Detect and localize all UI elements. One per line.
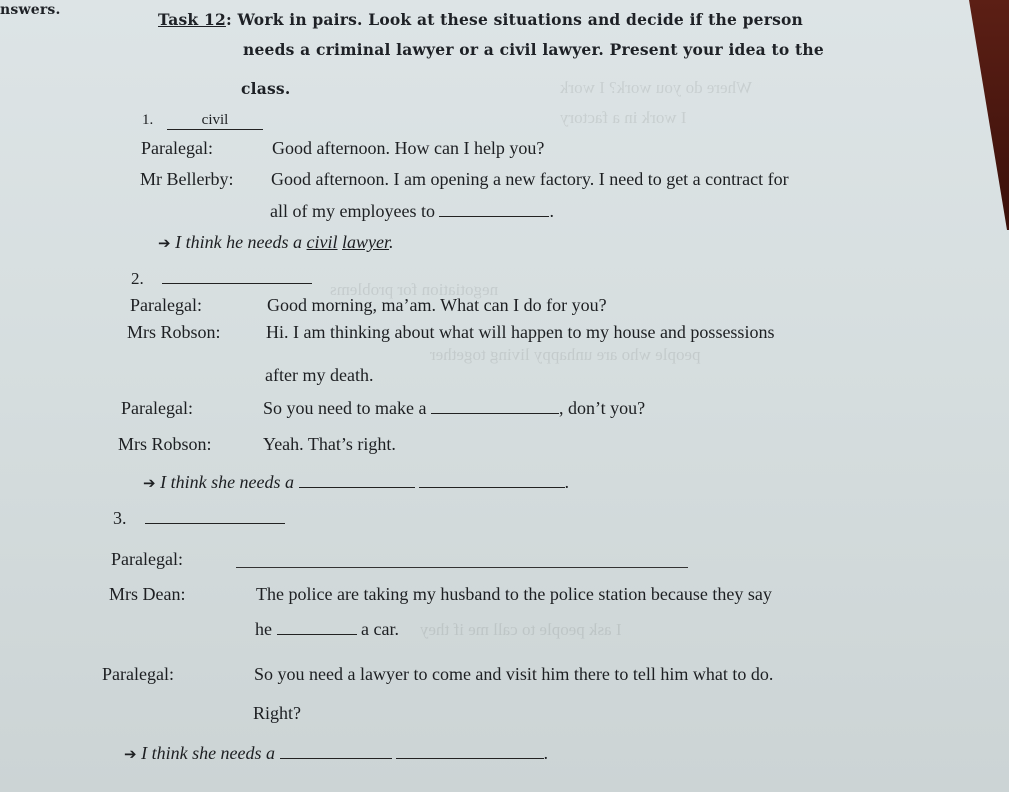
task-instruction-line-3: class. [241, 79, 291, 98]
item-3-line: The police are taking my husband to the police station because they say [256, 584, 772, 604]
item-3-conclusion-blank-2[interactable] [396, 744, 544, 759]
item-1-header: 1. civil [142, 112, 263, 130]
show-through-text: Where do you work? I work [560, 78, 753, 97]
item-2-line: So you need to make a , don’t you? [263, 398, 646, 418]
item-2-blank[interactable] [431, 399, 559, 414]
item-2-line: after my death. [265, 365, 374, 385]
background-wood-edge [969, 0, 1009, 230]
item-3-line: he a car. [255, 619, 399, 639]
item-2-speaker: Paralegal: [130, 295, 202, 315]
item-2-conclusion-blank-1[interactable] [299, 473, 415, 488]
corner-fragment-text: nswers. [0, 2, 61, 18]
task-instruction-line-2: needs a criminal lawyer or a civil lawyer. Present your idea to the [243, 40, 824, 59]
item-3-line: So you need a lawyer to come and visit him there to tell him what to do. [254, 664, 774, 684]
show-through-text: I work in a factory [560, 108, 687, 127]
item-1-answer-field[interactable]: civil [167, 112, 263, 130]
task-label: Task 12 [158, 10, 226, 29]
item-2-answer-field[interactable] [162, 271, 312, 284]
item-3-speaker: Paralegal: [102, 664, 174, 684]
item-3-line: Right? [253, 703, 301, 723]
item-2-line: Good morning, ma’am. What can I do for you? [267, 295, 607, 315]
show-through-text: people who are unhappy living together [430, 345, 701, 364]
item-1-line: Good afternoon. I am opening a new factory. I need to get a contract for [271, 169, 789, 189]
item-1-conclusion: ➔ I think he needs a civil lawyer. [158, 232, 394, 252]
item-1-line: all of my employees to . [270, 201, 554, 221]
item-3-speaker: Mrs Dean: [109, 584, 186, 604]
item-3-header: 3. [113, 508, 285, 529]
item-3-speaker: Paralegal: [111, 549, 183, 569]
item-3-paralegal-blank[interactable] [236, 553, 688, 568]
item-2-speaker: Mrs Robson: [127, 322, 221, 342]
arrow-right-icon: ➔ [143, 474, 156, 492]
arrow-right-icon: ➔ [158, 234, 171, 252]
item-1-speaker: Paralegal: [141, 138, 213, 158]
show-through-text: negotiation for problems [330, 280, 499, 299]
item-1-blank[interactable] [439, 202, 549, 217]
task-instruction-line-1: Task 12: Work in pairs. Look at these situations and decide if the person [158, 10, 804, 29]
item-3-conclusion: ➔ I think she needs a . [124, 743, 549, 763]
item-3-answer-field[interactable] [145, 511, 285, 524]
item-2-line: Yeah. That’s right. [263, 434, 396, 454]
item-2-speaker: Mrs Robson: [118, 434, 212, 454]
item-3-blank[interactable] [277, 620, 357, 635]
arrow-right-icon: ➔ [124, 745, 137, 763]
item-1-line: Good afternoon. How can I help you? [272, 138, 545, 158]
item-2-conclusion: ➔ I think she needs a . [143, 472, 570, 492]
show-through-text: I ask people to call me if they [420, 620, 622, 639]
item-2-speaker: Paralegal: [121, 398, 193, 418]
item-2-line: Hi. I am thinking about what will happen to my house and possessions [266, 322, 775, 342]
item-2-conclusion-blank-2[interactable] [419, 473, 565, 488]
item-1-speaker: Mr Bellerby: [140, 169, 234, 189]
item-2-header: 2. [131, 269, 312, 289]
item-3-conclusion-blank-1[interactable] [280, 744, 392, 759]
